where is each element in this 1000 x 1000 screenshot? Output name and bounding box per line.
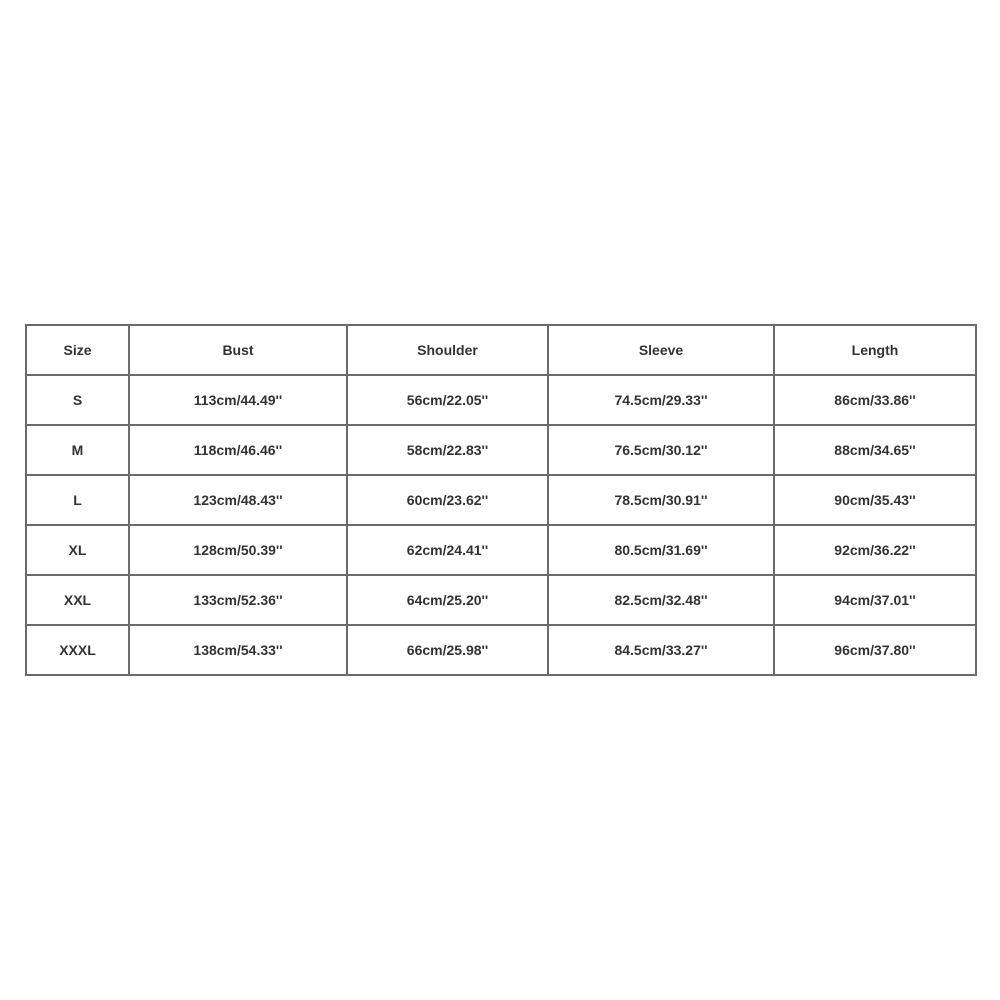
table-row [26, 525, 976, 575]
size-chart-table [25, 324, 977, 676]
size-cell: XXXL [26, 625, 129, 675]
table-row [26, 625, 976, 675]
shoulder-cell: 66cm/25.98'' [347, 625, 548, 675]
length-cell: 96cm/37.80'' [774, 625, 976, 675]
header-size: Size [26, 325, 129, 375]
shoulder-cell: 56cm/22.05'' [347, 375, 548, 425]
table-row [26, 425, 976, 475]
shoulder-cell: 64cm/25.20'' [347, 575, 548, 625]
header-bust: Bust [129, 325, 347, 375]
sleeve-cell: 80.5cm/31.69'' [548, 525, 774, 575]
table-row [26, 575, 976, 625]
header-length: Length [774, 325, 976, 375]
shoulder-cell: 60cm/23.62'' [347, 475, 548, 525]
header-row [26, 325, 976, 375]
length-cell: 94cm/37.01'' [774, 575, 976, 625]
length-cell: 92cm/36.22'' [774, 525, 976, 575]
bust-cell: 138cm/54.33'' [129, 625, 347, 675]
length-cell: 86cm/33.86'' [774, 375, 976, 425]
bust-cell: 123cm/48.43'' [129, 475, 347, 525]
table-row [26, 375, 976, 425]
length-cell: 88cm/34.65'' [774, 425, 976, 475]
size-cell: XL [26, 525, 129, 575]
bust-cell: 128cm/50.39'' [129, 525, 347, 575]
sleeve-cell: 78.5cm/30.91'' [548, 475, 774, 525]
length-cell: 90cm/35.43'' [774, 475, 976, 525]
bust-cell: 118cm/46.46'' [129, 425, 347, 475]
shoulder-cell: 62cm/24.41'' [347, 525, 548, 575]
size-cell: S [26, 375, 129, 425]
bust-cell: 133cm/52.36'' [129, 575, 347, 625]
size-cell: L [26, 475, 129, 525]
header-sleeve: Sleeve [548, 325, 774, 375]
table-row [26, 475, 976, 525]
sleeve-cell: 76.5cm/30.12'' [548, 425, 774, 475]
size-cell: XXL [26, 575, 129, 625]
shoulder-cell: 58cm/22.83'' [347, 425, 548, 475]
header-shoulder: Shoulder [347, 325, 548, 375]
bust-cell: 113cm/44.49'' [129, 375, 347, 425]
sleeve-cell: 74.5cm/29.33'' [548, 375, 774, 425]
sleeve-cell: 82.5cm/32.48'' [548, 575, 774, 625]
size-cell: M [26, 425, 129, 475]
sleeve-cell: 84.5cm/33.27'' [548, 625, 774, 675]
